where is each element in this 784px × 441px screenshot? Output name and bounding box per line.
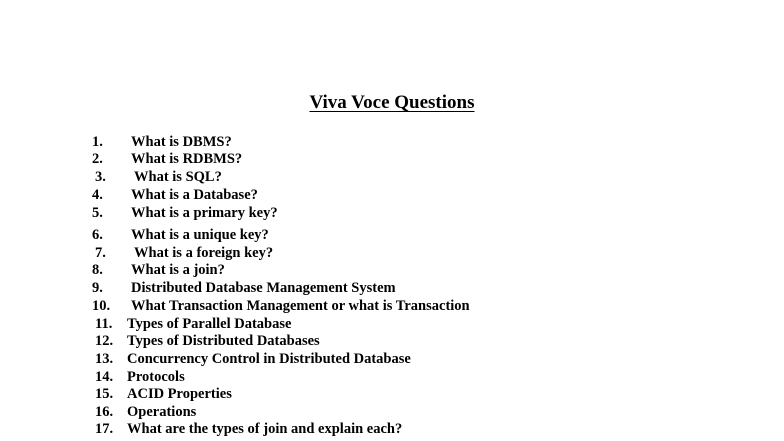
question-text: Protocols bbox=[127, 369, 185, 385]
question-number: 14. bbox=[95, 369, 114, 385]
question-number: 12. bbox=[95, 333, 114, 349]
question-number: 8. bbox=[92, 262, 103, 278]
question-text: What are the types of join and explain each? bbox=[127, 421, 403, 437]
question-text: ACID Properties bbox=[127, 386, 232, 402]
question-number: 7. bbox=[95, 245, 106, 261]
question-number: 6. bbox=[92, 227, 103, 243]
page-title: Viva Voce Questions bbox=[309, 92, 475, 113]
question-text: Distributed Database Management System bbox=[131, 280, 396, 296]
question-text: What Transaction Management or what is Transaction bbox=[131, 298, 470, 314]
question-text: What is RDBMS? bbox=[131, 151, 243, 167]
question-number: 13. bbox=[95, 351, 114, 367]
question-number: 1. bbox=[92, 134, 103, 150]
question-text: What is a unique key? bbox=[131, 227, 269, 243]
question-text: What is a foreign key? bbox=[134, 245, 274, 261]
question-text: What is a Database? bbox=[131, 187, 258, 203]
question-number: 15. bbox=[95, 386, 114, 402]
question-number: 9. bbox=[92, 280, 103, 296]
question-text: Concurrency Control in Distributed Database bbox=[127, 351, 411, 367]
question-number: 16. bbox=[95, 404, 114, 420]
question-text: What is a primary key? bbox=[131, 205, 278, 221]
question-text: Types of Distributed Databases bbox=[127, 333, 320, 349]
question-text: What is DBMS? bbox=[131, 134, 232, 150]
question-number: 2. bbox=[92, 151, 103, 167]
question-text: Operations bbox=[127, 404, 197, 420]
question-text: What is a join? bbox=[131, 262, 225, 278]
question-text: Types of Parallel Database bbox=[127, 316, 292, 332]
question-number: 5. bbox=[92, 205, 103, 221]
question-text: What is SQL? bbox=[134, 169, 222, 185]
question-number: 17. bbox=[95, 421, 114, 437]
question-number: 11. bbox=[95, 316, 113, 332]
question-number: 3. bbox=[95, 169, 106, 185]
question-number: 4. bbox=[92, 187, 103, 203]
question-number: 10. bbox=[92, 298, 111, 314]
